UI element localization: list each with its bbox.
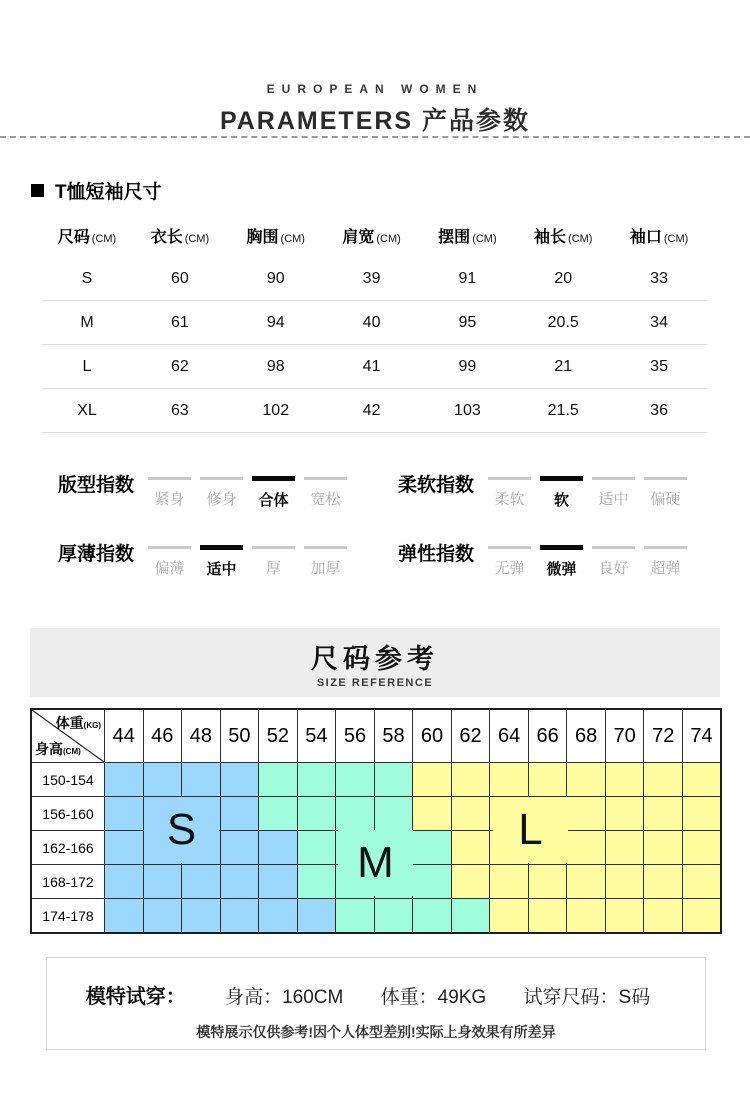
grid-cell xyxy=(336,763,375,797)
weight-header: 52 xyxy=(259,709,298,763)
grid-row xyxy=(31,899,721,934)
index-option: 柔软 xyxy=(488,468,531,510)
grid-cell xyxy=(259,797,298,831)
grid-cell xyxy=(220,763,259,797)
spec-col-header: 摆围 (CM) xyxy=(438,229,497,246)
grid-row xyxy=(31,763,721,797)
index-bar xyxy=(304,477,347,480)
size-reference-banner xyxy=(30,628,720,697)
spec-col-header: 胸围 (CM) xyxy=(246,229,305,246)
grid-cell xyxy=(605,899,644,934)
grid-cell xyxy=(682,797,721,831)
index-option: 偏硬 xyxy=(644,468,687,510)
section-title: T恤短袖尺寸 xyxy=(55,182,162,203)
index-bar xyxy=(304,546,347,549)
grid-cell xyxy=(528,899,567,934)
index-option: 宽松 xyxy=(304,468,347,510)
spec-col-header: 袖长 (CM) xyxy=(534,229,593,246)
grid-cell xyxy=(413,797,452,831)
spec-header-row xyxy=(42,214,707,257)
spec-cell: 63 xyxy=(132,389,228,433)
index-bar xyxy=(540,545,583,550)
spec-cell: 21 xyxy=(515,345,611,389)
grid-cell xyxy=(297,865,336,899)
spec-cell: 33 xyxy=(611,257,707,301)
grid-cell xyxy=(451,797,490,831)
spec-cell: 95 xyxy=(419,301,515,345)
index-option: 厚 xyxy=(252,537,295,579)
grid-cell xyxy=(682,865,721,899)
grid-cell xyxy=(259,763,298,797)
model-height: 身高：160CM xyxy=(225,987,344,1008)
grid-cell xyxy=(644,865,683,899)
grid-cell xyxy=(451,899,490,934)
weight-header: 56 xyxy=(336,709,375,763)
header-eyebrow: EUROPEAN WOMEN xyxy=(266,82,484,96)
banner-title: 尺码参考 xyxy=(311,644,439,674)
index-option-selected: 软 xyxy=(540,468,583,510)
grid-cell xyxy=(220,865,259,899)
grid-cell xyxy=(220,899,259,934)
grid-cell xyxy=(413,865,452,899)
index-bar xyxy=(592,546,635,549)
index-option: 加厚 xyxy=(304,537,347,579)
grid-cell xyxy=(644,763,683,797)
index-group-elasticity xyxy=(398,537,687,579)
spec-cell: 21.5 xyxy=(515,389,611,433)
spec-cell: 90 xyxy=(228,257,324,301)
grid-cell xyxy=(105,797,144,831)
zone-letter-m: M xyxy=(338,830,413,896)
weight-header: 46 xyxy=(143,709,182,763)
spec-row xyxy=(42,257,707,301)
grid-cell xyxy=(413,899,452,934)
index-bar xyxy=(644,546,687,549)
weight-header: 60 xyxy=(413,709,452,763)
weight-header: 64 xyxy=(490,709,529,763)
size-reference-grid xyxy=(30,708,722,934)
index-option: 良好 xyxy=(592,537,635,579)
index-label: 版型指数 xyxy=(58,475,135,496)
grid-cell xyxy=(220,797,259,831)
grid-cell xyxy=(105,831,144,865)
grid-cell xyxy=(259,865,298,899)
grid-cell xyxy=(567,763,606,797)
index-group-softness xyxy=(398,468,687,510)
grid-cell xyxy=(567,831,606,865)
spec-row xyxy=(42,301,707,345)
index-bar xyxy=(540,476,583,481)
grid-cell xyxy=(605,865,644,899)
model-size: 试穿尺码：S码 xyxy=(523,987,651,1008)
page-header xyxy=(0,82,750,137)
spec-cell: S xyxy=(42,257,132,301)
zone-letter-s: S xyxy=(144,797,219,863)
index-bar xyxy=(488,477,531,480)
model-weight: 体重：49KG xyxy=(380,987,487,1008)
spec-cell: L xyxy=(42,345,132,389)
grid-cell xyxy=(143,899,182,934)
index-option: 紧身 xyxy=(148,468,191,510)
spec-cell: 98 xyxy=(228,345,324,389)
index-option-selected: 微弹 xyxy=(540,537,583,579)
grid-cell xyxy=(490,763,529,797)
index-bar xyxy=(200,477,243,480)
grid-cell xyxy=(220,831,259,865)
spec-cell: XL xyxy=(42,389,132,433)
spec-cell: 61 xyxy=(132,301,228,345)
spec-col-header: 衣长 (CM) xyxy=(150,229,210,246)
grid-cell xyxy=(297,831,336,865)
size-spec-table xyxy=(42,214,707,433)
weight-header: 54 xyxy=(297,709,336,763)
grid-cell xyxy=(143,763,182,797)
grid-cell xyxy=(682,831,721,865)
grid-cell xyxy=(182,899,221,934)
grid-cell xyxy=(451,865,490,899)
index-option: 修身 xyxy=(200,468,243,510)
grid-row xyxy=(31,797,721,831)
weight-header: 66 xyxy=(528,709,567,763)
grid-cell xyxy=(528,763,567,797)
weight-header: 48 xyxy=(182,709,221,763)
grid-cell xyxy=(451,763,490,797)
grid-cell xyxy=(297,797,336,831)
index-bar xyxy=(592,477,635,480)
index-option: 偏薄 xyxy=(148,537,191,579)
page-title: PARAMETERS 产品参数 xyxy=(219,107,531,135)
grid-cell xyxy=(374,899,413,934)
grid-cell xyxy=(567,899,606,934)
grid-cell xyxy=(143,865,182,899)
spec-col-header: 肩宽 (CM) xyxy=(342,229,401,246)
grid-cell xyxy=(490,899,529,934)
grid-cell xyxy=(374,763,413,797)
spec-cell: 94 xyxy=(228,301,324,345)
index-option: 超弹 xyxy=(644,537,687,579)
section-title-row xyxy=(31,177,162,204)
index-bar xyxy=(200,545,243,550)
spec-cell: 41 xyxy=(324,345,420,389)
weight-header: 68 xyxy=(567,709,606,763)
model-fit-box xyxy=(46,957,706,1050)
weight-header: 74 xyxy=(682,709,721,763)
grid-cell xyxy=(413,831,452,865)
index-option-selected: 合体 xyxy=(252,468,295,510)
grid-cell xyxy=(528,865,567,899)
index-bar xyxy=(148,546,191,549)
spec-cell: 60 xyxy=(132,257,228,301)
spec-cell: 40 xyxy=(324,301,420,345)
spec-col-header: 袖口 (CM) xyxy=(629,229,689,246)
index-option-selected: 适中 xyxy=(200,537,243,579)
spec-col-header: 尺码 (CM) xyxy=(57,229,117,246)
height-header: 150-154 xyxy=(31,763,105,797)
grid-cell xyxy=(605,763,644,797)
spec-cell: 35 xyxy=(611,345,707,389)
weight-header: 44 xyxy=(105,709,144,763)
grid-cell xyxy=(182,763,221,797)
grid-cell xyxy=(105,763,144,797)
index-bar xyxy=(252,476,295,481)
weight-header: 72 xyxy=(644,709,683,763)
height-header: 156-160 xyxy=(31,797,105,831)
grid-corner-cell: 体重(KG) 身高(CM) xyxy=(31,709,105,763)
grid-cell xyxy=(490,865,529,899)
spec-cell: 91 xyxy=(419,257,515,301)
spec-cell: 42 xyxy=(324,389,420,433)
spec-cell: 62 xyxy=(132,345,228,389)
grid-cell xyxy=(182,865,221,899)
index-group-thickness xyxy=(58,537,347,579)
height-header: 174-178 xyxy=(31,899,105,934)
spec-cell: 102 xyxy=(228,389,324,433)
zone-letter-l: L xyxy=(493,797,568,863)
grid-cell xyxy=(567,797,606,831)
grid-cell xyxy=(605,831,644,865)
grid-cell xyxy=(297,899,336,934)
weight-header: 62 xyxy=(451,709,490,763)
banner-subtitle: SIZE REFERENCE xyxy=(316,677,434,689)
spec-cell: 99 xyxy=(419,345,515,389)
square-bullet-icon xyxy=(31,184,44,197)
model-fit-line xyxy=(47,980,705,1009)
grid-cell xyxy=(451,831,490,865)
spec-cell: 34 xyxy=(611,301,707,345)
height-header: 168-172 xyxy=(31,865,105,899)
weight-header: 58 xyxy=(374,709,413,763)
index-label: 厚薄指数 xyxy=(58,544,135,565)
grid-header-row xyxy=(31,709,721,763)
spec-cell: M xyxy=(42,301,132,345)
dashed-divider xyxy=(0,136,750,138)
index-bar xyxy=(644,477,687,480)
grid-cell xyxy=(336,797,375,831)
index-bar xyxy=(252,546,295,549)
spec-cell: 20 xyxy=(515,257,611,301)
index-label: 柔软指数 xyxy=(398,475,475,496)
grid-cell xyxy=(259,899,298,934)
spec-row xyxy=(42,345,707,389)
grid-cell xyxy=(567,865,606,899)
weight-header: 50 xyxy=(220,709,259,763)
grid-cell xyxy=(682,899,721,934)
grid-cell xyxy=(105,865,144,899)
grid-cell xyxy=(644,831,683,865)
grid-cell xyxy=(644,797,683,831)
grid-cell xyxy=(297,763,336,797)
model-fit-note: 模特展示仅供参考!因个人体型差别!实际上身效果有所差异 xyxy=(196,1024,556,1040)
index-bar xyxy=(488,546,531,549)
grid-cell xyxy=(644,899,683,934)
grid-cell xyxy=(413,763,452,797)
model-fit-label: 模特试穿： xyxy=(85,986,186,1008)
index-label: 弹性指数 xyxy=(398,544,475,565)
spec-cell: 20.5 xyxy=(515,301,611,345)
index-bar xyxy=(148,477,191,480)
index-option: 无弹 xyxy=(488,537,531,579)
height-header: 162-166 xyxy=(31,831,105,865)
spec-cell: 103 xyxy=(419,389,515,433)
grid-cell xyxy=(374,797,413,831)
grid-cell xyxy=(259,831,298,865)
spec-row xyxy=(42,389,707,433)
spec-cell: 39 xyxy=(324,257,420,301)
weight-header: 70 xyxy=(605,709,644,763)
grid-cell xyxy=(336,899,375,934)
spec-cell: 36 xyxy=(611,389,707,433)
grid-cell xyxy=(682,763,721,797)
grid-cell xyxy=(605,797,644,831)
grid-cell xyxy=(105,899,144,934)
index-group-fit xyxy=(58,468,347,510)
index-option: 适中 xyxy=(592,468,635,510)
